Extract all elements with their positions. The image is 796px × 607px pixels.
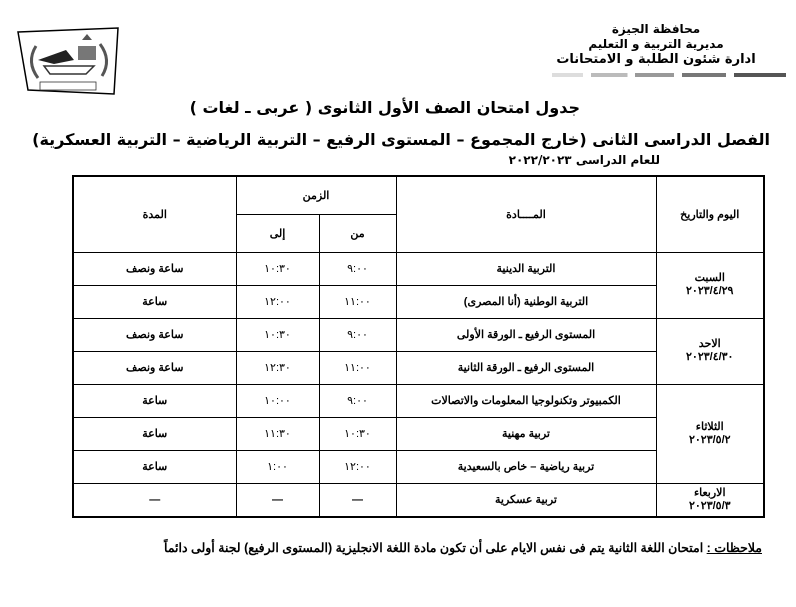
- day-date: ٢٠٢٣/٥/٢: [688, 433, 731, 446]
- to-cell: ١٢:٣٠: [236, 351, 319, 384]
- page-subtitle: الفصل الدراسى الثانى (خارج المجموع – المستوى الرفيع – التربية الرياضية – التربية العسكرية): [32, 130, 770, 149]
- from-cell: ٩:٠٠: [319, 384, 396, 417]
- from-cell: ٩:٠٠: [319, 252, 396, 285]
- subject-cell: تربية عسكرية: [396, 483, 656, 517]
- to-cell: ١٠:٣٠: [236, 252, 319, 285]
- day-name: الثلاثاء: [695, 420, 724, 433]
- day-cell: [656, 483, 764, 517]
- from-cell: ١٠:٣٠: [319, 417, 396, 450]
- subject-cell: المستوى الرفيع ـ الورقة الأولى: [396, 318, 656, 351]
- from-cell: ١١:٠٠: [319, 351, 396, 384]
- subject-cell: التربية الدينية: [396, 252, 656, 285]
- academic-year: للعام الدراسى ٢٠٢٢/٢٠٢٣: [508, 153, 660, 167]
- day-name: الاحد: [698, 338, 721, 350]
- header-to: إلى: [236, 214, 319, 252]
- duration-cell: ساعة ونصف: [73, 351, 236, 384]
- header-time: الزمن: [236, 176, 396, 214]
- duration-cell: ساعة ونصف: [73, 318, 236, 351]
- header-duration: المدة: [73, 176, 236, 252]
- day-cell: [656, 318, 764, 384]
- duration-cell: ساعة: [73, 417, 236, 450]
- subject-cell: تربية رياضية – خاص بالسعيدية: [396, 450, 656, 483]
- table-row: [73, 318, 764, 351]
- subject-cell: التربية الوطنية (أنا المصرى): [396, 285, 656, 318]
- header-day-date: اليوم والتاريخ: [656, 176, 764, 252]
- duration-cell: ساعة: [73, 285, 236, 318]
- to-cell: ١٠:٣٠: [236, 318, 319, 351]
- day-name: الاربعاء: [693, 486, 726, 499]
- exam-schedule-table: [72, 175, 765, 518]
- department-name: ادارة شئون الطلبة و الامتحانات: [556, 52, 756, 67]
- day-date: ٢٠٢٣/٥/٣: [688, 499, 731, 512]
- to-cell: ١:٠٠: [236, 450, 319, 483]
- header-divider: [526, 73, 786, 77]
- day-cell: [656, 252, 764, 318]
- header-subject: المــــادة: [396, 176, 656, 252]
- duration-cell: ساعة ونصف: [73, 252, 236, 285]
- from-cell: ٩:٠٠: [319, 318, 396, 351]
- from-cell: —: [319, 483, 396, 517]
- duration-cell: ساعة: [73, 450, 236, 483]
- to-cell: ١١:٣٠: [236, 417, 319, 450]
- governorate-name: محافظة الجيزة: [611, 22, 701, 36]
- to-cell: ١٢:٠٠: [236, 285, 319, 318]
- subject-cell: تربية مهنية: [396, 417, 656, 450]
- day-date: ٢٠٢٣/٤/٢٩: [686, 285, 734, 297]
- notes-label: ملاحظات :: [706, 541, 762, 555]
- subject-cell: الكمبيوتر وتكنولوجيا المعلومات والاتصالات: [396, 384, 656, 417]
- table-row: [73, 483, 764, 517]
- duration-cell: ساعة: [73, 384, 236, 417]
- day-date: ٢٠٢٣/٤/٣٠: [686, 351, 734, 363]
- from-cell: ١٢:٠٠: [319, 450, 396, 483]
- header-from: من: [319, 214, 396, 252]
- directorate-name: مديرية التربية و التعليم: [588, 37, 724, 51]
- notes: [60, 540, 762, 555]
- organization-header: [526, 22, 786, 77]
- logo: [14, 26, 122, 96]
- to-cell: —: [236, 483, 319, 517]
- day-cell: [656, 384, 764, 483]
- duration-cell: —: [73, 483, 236, 517]
- from-cell: ١١:٠٠: [319, 285, 396, 318]
- table-row: [73, 384, 764, 417]
- notes-text: امتحان اللغة الثانية يتم فى نفس الايام على أن تكون مادة اللغة الانجليزية (المستوى الرفيع) لجنة أولى دائماً: [164, 541, 707, 555]
- table-row: [73, 252, 764, 285]
- page-title: جدول امتحان الصف الأول الثانوى ( عربى ـ لغات ): [189, 98, 580, 117]
- day-name: السبت: [694, 272, 725, 284]
- subject-cell: المستوى الرفيع ـ الورقة الثانية: [396, 351, 656, 384]
- to-cell: ١٠:٠٠: [236, 384, 319, 417]
